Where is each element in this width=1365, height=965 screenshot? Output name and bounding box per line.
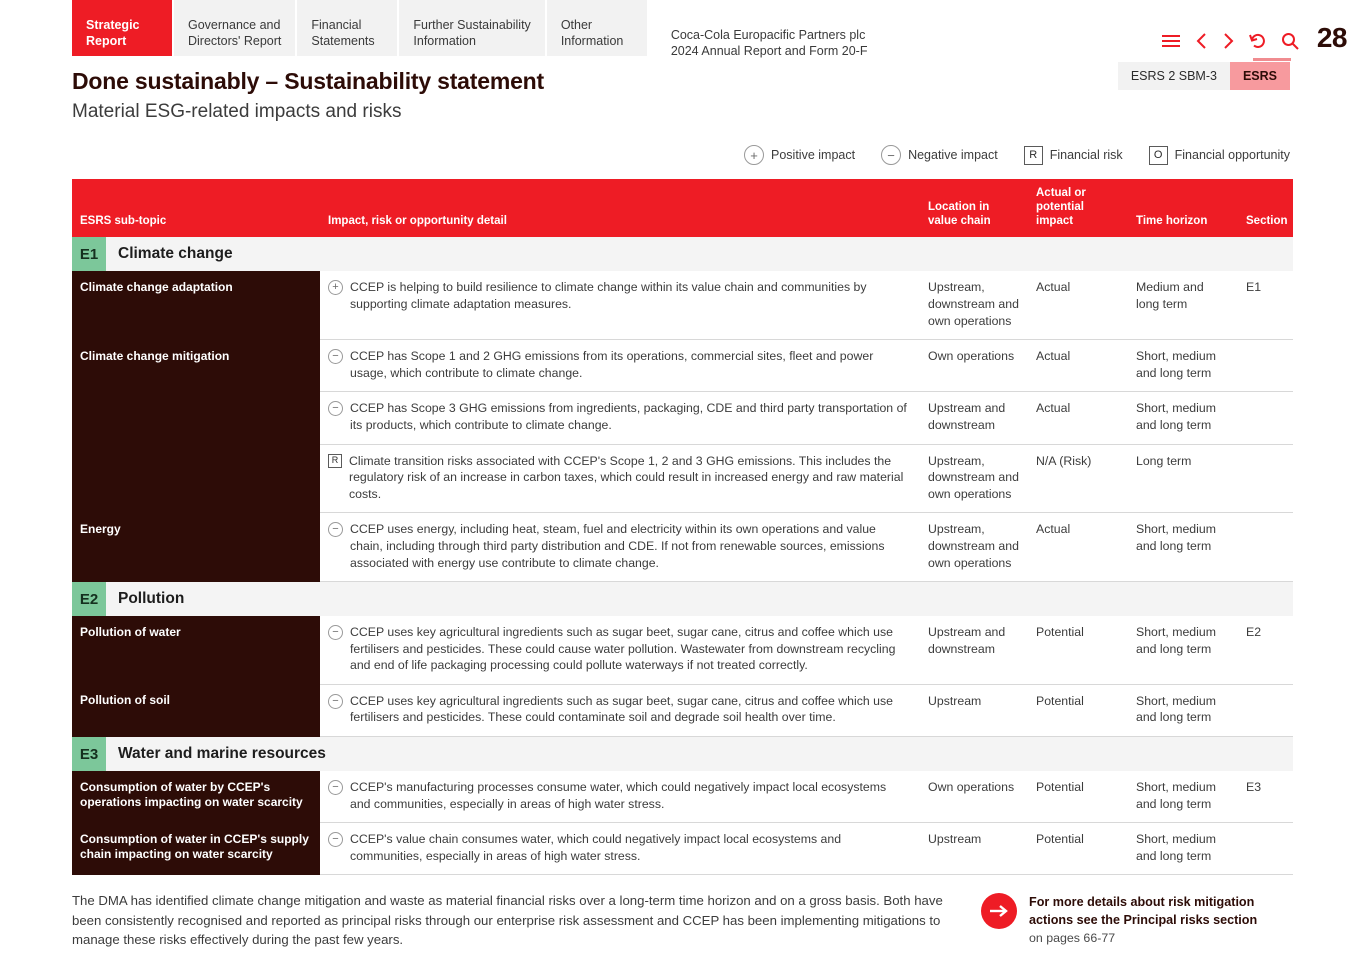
tab-label-line2: Directors' Report [188,33,282,48]
impact-marker [328,349,343,364]
section-band [72,582,1293,617]
location-cell: Upstream and downstream [920,616,1028,684]
tab-label-line1: Further Sustainability [413,18,531,32]
legend-label: Financial opportunity [1174,148,1290,162]
document-title-line1: Coca-Cola Europacific Partners plc [670,28,866,42]
impact-marker [328,280,343,295]
section-row [72,737,1293,772]
plus-circle-icon: + [328,280,343,295]
tab-label-line2: Information [560,33,624,48]
detail-text: Climate transition risks associated with CCEP's Scope 1, 2 and 3 GHG emissions. This includes the regulatory risk of an increase in carbon taxes, which could result in increased energy and raw material costs. [349,453,904,501]
section-band [72,737,1293,772]
tab-label-line1: Strategic [86,18,140,32]
document-title [671,0,868,60]
location-cell: Upstream, downstream and own operations [920,271,1028,339]
impact-cell: Potential [1028,684,1128,736]
section-title: Climate change [118,245,233,263]
detail-cell [320,823,920,875]
cross-reference-callout[interactable] [981,891,1293,945]
time-horizon-cell: Short, medium and long term [1128,771,1238,823]
table-row [72,340,1293,392]
tab-further-sustainability-information[interactable] [399,0,544,56]
section-ref-cell [1238,684,1293,736]
minus-circle-icon: − [328,401,343,416]
tab-financial-statements[interactable] [297,0,397,56]
impact-cell: Actual [1028,340,1128,392]
arrow-right-icon [981,893,1017,929]
document-title-line2: 2024 Annual Report and Form 20-F [670,44,868,59]
time-horizon-cell: Medium and long term [1128,271,1238,339]
esrs-badge-group [1118,62,1290,90]
table-header [72,179,1293,237]
subtopic-cell: Pollution of water [72,616,320,684]
detail-cell [320,771,920,823]
legend-item-financial-opportunity [1149,146,1290,165]
detail-text: CCEP's value chain consumes water, which could negatively impact local ecosystems and communities, especially in areas of high water stress. [350,832,842,863]
minus-circle-icon: − [328,522,343,537]
time-horizon-cell: Short, medium and long term [1128,823,1238,875]
impact-cell: N/A (Risk) [1028,444,1128,513]
impact-marker [328,832,343,847]
location-cell: Upstream [920,684,1028,736]
esrs-impacts-table [72,179,1293,875]
legend-item-financial-risk [1024,146,1123,165]
location-cell: Own operations [920,771,1028,823]
minus-circle-icon: − [328,625,343,640]
impact-marker [328,780,343,795]
detail-text: CCEP has Scope 1 and 2 GHG emissions from its operations, commercial sites, fleet and power usage, which contribute to climate change. [350,349,874,380]
page-title: Done sustainably – Sustainability statement [72,68,544,94]
section-ref-cell [1238,823,1293,875]
section-ref-cell [1238,340,1293,392]
navigation-icons [1161,0,1317,50]
section-row [72,582,1293,617]
impact-cell: Potential [1028,823,1128,875]
legend [0,123,1365,165]
column-header-location: Location in value chain [920,179,1028,237]
tab-other-information[interactable] [547,0,647,56]
column-header-impact: Actual or potential impact [1028,179,1128,237]
location-cell: Upstream and downstream [920,392,1028,444]
table-row [72,823,1293,875]
tab-label-line1: Other [560,18,593,32]
subtopic-cell: Consumption of water by CCEP's operations impacting on water scarcity [72,771,320,823]
minus-circle-icon: − [328,832,343,847]
table-body [72,237,1293,875]
tab-label-line2: Report [86,33,127,48]
legend-item-positive-impact [744,145,855,165]
tab-governance-directors-report[interactable] [174,0,295,56]
time-horizon-cell: Short, medium and long term [1128,340,1238,392]
table-row [72,684,1293,736]
tab-strategic-report[interactable] [72,0,172,56]
legend-label: Negative impact [908,148,998,162]
table-row [72,271,1293,339]
tab-label-line1: Financial [311,18,362,32]
impact-marker [328,522,343,537]
plus-circle-icon: + [744,145,764,165]
impact-cell: Potential [1028,616,1128,684]
top-navigation [0,0,1365,59]
location-cell: Own operations [920,340,1028,392]
time-horizon-cell: Short, medium and long term [1128,616,1238,684]
impact-marker [328,454,342,468]
detail-cell [320,340,920,392]
section-ref-cell [1238,444,1293,513]
footer [0,875,1365,948]
detail-cell [320,513,920,582]
tab-label-line2: Statements [311,33,375,48]
impact-cell: Potential [1028,771,1128,823]
column-header-time-horizon: Time horizon [1128,179,1238,237]
esrs-reference-badge: ESRS 2 SBM-3 [1118,62,1230,90]
subtopic-cell: Energy [72,513,320,582]
detail-cell [320,392,920,444]
impact-cell: Actual [1028,271,1128,339]
time-horizon-cell: Short, medium and long term [1128,392,1238,444]
page-number: 28 [1316,22,1347,53]
search-icon[interactable] [1281,32,1299,50]
minus-circle-icon: − [328,780,343,795]
minus-circle-icon: − [328,694,343,709]
minus-circle-icon: − [881,145,901,165]
subtopic-cell: Consumption of water in CCEP's supply chain impacting on water scarcity [72,823,320,875]
subtopic-cell: Pollution of soil [72,684,320,736]
detail-cell [320,684,920,736]
detail-text: CCEP has Scope 3 GHG emissions from ingredients, packaging, CDE and third party transportation of its products, which contribute to climate change. [350,401,907,432]
time-horizon-cell: Short, medium and long term [1128,684,1238,736]
esrs-tag-badge: ESRS [1230,62,1290,90]
callout-bold-text: For more details about risk mitigation actions see the Principal risks section [1029,895,1258,928]
chevron-right-icon[interactable] [1222,32,1235,50]
column-header-section: Section [1238,179,1293,237]
section-title: Water and marine resources [118,745,326,763]
undo-icon[interactable] [1249,32,1267,50]
section-band [72,237,1293,271]
section-ref-cell: E3 [1238,771,1293,823]
table-row [72,513,1293,582]
legend-label: Positive impact [771,148,856,162]
column-header-subtopic: ESRS sub-topic [72,179,320,237]
impact-cell: Actual [1028,513,1128,582]
table-row [72,616,1293,684]
section-ref-cell [1238,513,1293,582]
impact-cell: Actual [1028,392,1128,444]
time-horizon-cell: Long term [1128,444,1238,513]
impact-marker [328,401,343,416]
menu-icon[interactable] [1161,34,1181,48]
subtopic-cell: Climate change adaptation [72,271,320,339]
location-cell: Upstream [920,823,1028,875]
detail-text: CCEP uses key agricultural ingredients such as sugar beet, sugar cane, citrus and coffee which use fertilisers and pesticides. These could contaminate soil and degrade soil health over time. [350,693,893,725]
section-code-chip: E3 [72,737,106,771]
detail-cell [320,444,920,513]
tab-label-line2: Information [413,33,476,48]
detail-cell [320,616,920,684]
risk-box-icon: R [1024,146,1043,165]
subtopic-cell: Climate change mitigation [72,340,320,513]
top-navigation-right [649,0,1365,59]
impact-marker [328,694,343,709]
detail-text: CCEP uses key agricultural ingredients such as sugar beet, sugar cane, citrus and coffee which use fertilisers and pesticides. These could cause water pollution. Wastewater from downstream recycling and end of life packaging processing could pollute waterways if not treated correctly. [350,625,896,673]
page-header [0,56,1365,123]
callout-pages: on pages 66-77 [1029,931,1116,946]
detail-cell [320,271,920,339]
detail-text: CCEP is helping to build resilience to climate change within its value chain and communities by supporting climate adaptation measures. [350,280,867,311]
footer-paragraph: The DMA has identified climate change mitigation and waste as material financial risks over a long-term time horizon and on a gross basis. Both have been consistently recognised and reported as principal risks through our enterprise risk assessment and CCEP has been implementing mitigations to manage these risks effectively during the past few years. [72,893,943,947]
detail-text: CCEP uses energy, including heat, steam, fuel and electricity within its own operations and value chain, including through third party distribution and CDE. If not from renewable sources, emissions associated with energy use contribute to climate change. [350,522,885,570]
time-horizon-cell: Short, medium and long term [1128,513,1238,582]
section-code-chip: E1 [72,237,106,271]
esrs-table-container [0,165,1365,875]
location-cell: Upstream, downstream and own operations [920,513,1028,582]
location-cell: Upstream, downstream and own operations [920,444,1028,513]
section-ref-cell: E1 [1238,271,1293,339]
callout-text [1029,893,1293,945]
section-title: Pollution [118,590,185,608]
section-row [72,237,1293,271]
detail-text: CCEP's manufacturing processes consume water, which could negatively impact local ecosystems and communities, especially in areas of high water stress. [350,780,887,811]
minus-circle-icon: − [328,349,343,364]
tab-label-line1: Governance and [188,18,281,32]
legend-label: Financial risk [1049,148,1123,162]
section-code-chip: E2 [72,582,106,616]
risk-box-icon: R [328,454,342,468]
legend-item-negative-impact [881,145,998,165]
section-ref-cell [1238,392,1293,444]
section-ref-cell: E2 [1238,616,1293,684]
opportunity-box-icon: O [1149,146,1168,165]
impact-marker [328,625,343,640]
page-subtitle: Material ESG-related impacts and risks [72,101,402,122]
table-row [72,771,1293,823]
chevron-left-icon[interactable] [1195,32,1208,50]
column-header-detail: Impact, risk or opportunity detail [320,179,920,237]
